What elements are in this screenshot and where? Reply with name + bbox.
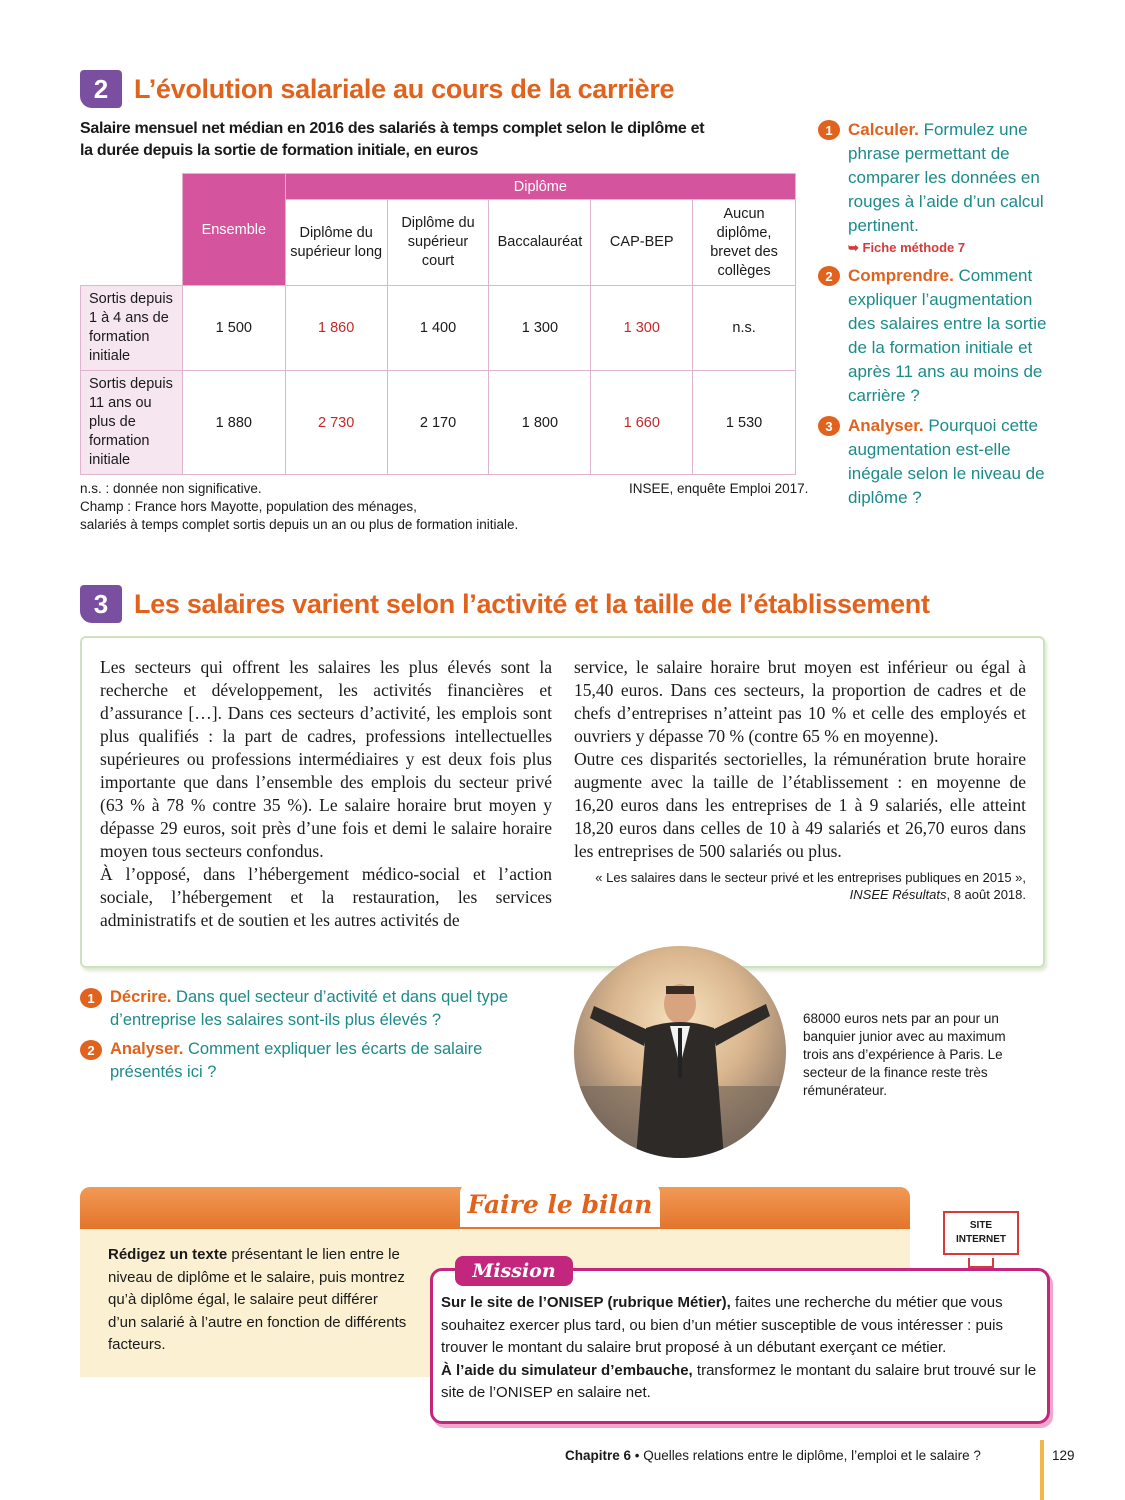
- question-item: [818, 264, 1050, 408]
- table-cell: 1 300: [489, 286, 591, 371]
- table-row: [81, 286, 796, 371]
- column-header: Diplôme du supérieur court: [387, 200, 489, 286]
- section-3-heading: [80, 585, 930, 623]
- table-cell: 2 170: [387, 371, 489, 475]
- table-note-ns: n.s. : donnée non significative.: [80, 481, 262, 496]
- question-text: Analyser. Pourquoi cette augmentation est-elle inégale selon le niveau de diplôme ?: [848, 416, 1045, 507]
- chapter-footer: Chapitre 6 • Quelles relations entre le diplôme, l’emploi et le salaire ?: [565, 1448, 981, 1463]
- questions-section-2: [818, 118, 1050, 516]
- question-text: Décrire. Dans quel secteur d’activité et dans quel type d’entreprise les salaires sont-ils plus élevés ?: [110, 988, 509, 1029]
- section-number: 3: [80, 585, 122, 623]
- table-cell: 2 730: [285, 371, 387, 475]
- questions-section-3: [80, 986, 540, 1090]
- mission-text: Sur le site de l’ONISEP (rubrique Métier), faites une recherche du métier que vous souhaitez exercer plus tard, ou bien d’un métier susceptible de vous intéresser : puis trouver le montant du salaire brut proposé à un débutant exerçant ce métier. À l’aide du simulateur d’embauche, transformez le montant du salaire brut trouvé sur le site de l’ONISEP en salaire net.: [441, 1294, 1037, 1401]
- text-column-left: Les secteurs qui offrent les salaires les plus élevés sont la recherche et développement, les activités financières et d’assurance […]. Dans ces secteurs d’activité, les emplois sont plus qualifiés : la part de cadres, professions intellectuelles supérieures ou professions intermédiaires y est deux fois plus importante que dans l’ensemble des emplois du secteur privé (63 % à 78 % contre 35 %). Le salaire horaire brut moyen y dépasse 29 euros, soit près d’une fois et demi le salaire horaire moyen tous secteurs confondus. À l’opposé, dans l’hébergement médico-social et l’action sociale, l’hébergement et la restauration, les services administratifs et de soutien et les autres activités de: [100, 657, 552, 930]
- table-cell: 1 300: [591, 286, 693, 371]
- text-column-right: service, le salaire horaire brut moyen est inférieur ou égal à 15,40 euros. Dans ces secteurs, la proportion de cadres et de chefs d’entreprises n’atteint pas 10 % et celle des employés et ouvriers y dépasse 70 % (contre 65 % en moyenne). Outre ces disparités sectorielles, la rémunération brute horaire augmente avec la taille de l’établissement : en moyenne de 16,20 euros dans les entreprises de 1 à 9 salariés, elle atteint 18,20 euros dans celles de 10 à 49 salariés et 26,70 euros dans les entreprises de 500 salariés ou plus. « Les salaires dans le secteur privé et les entreprises publiques en 2015 », INSEE Résultats, 8 août 2018.: [574, 657, 1026, 902]
- question-item: [818, 414, 1050, 510]
- table-source: INSEE, enquête Emploi 2017.: [629, 481, 809, 496]
- section-title: Les salaires varient selon l’activité et la taille de l’établissement: [134, 588, 930, 619]
- section-2-heading: [80, 70, 674, 108]
- banker-photo: [574, 946, 786, 1158]
- banker-illustration: [574, 946, 786, 1158]
- question-text: Analyser. Comment expliquer les écarts de salaire présentés ici ?: [110, 1040, 483, 1081]
- question-item: [80, 986, 540, 1032]
- table-cell: 1 660: [591, 371, 693, 475]
- column-header: Diplôme du supérieur long: [285, 200, 387, 286]
- table-cell: 1 530: [693, 371, 796, 475]
- column-header: CAP-BEP: [591, 200, 693, 286]
- monitor-stand-icon: [968, 1258, 994, 1268]
- bilan-header: [80, 1187, 910, 1229]
- photo-caption: 68000 euros nets par an pour un banquier junior avec au maximum trois ans d’expérience à Paris. Le secteur de la finance reste très rémunérateur.: [803, 1011, 1006, 1098]
- table-row: [81, 371, 796, 475]
- question-item: [818, 118, 1050, 258]
- question-number: 2: [818, 266, 840, 286]
- header-diplome: Diplôme: [285, 174, 795, 200]
- table-note-champ: salariés à temps complet sortis depuis un an ou plus de formation initiale.: [80, 517, 519, 532]
- page-number: 129: [1052, 1448, 1075, 1463]
- mission-label: Mission: [455, 1256, 573, 1286]
- site-internet-icon[interactable]: SITE INTERNET: [943, 1211, 1019, 1255]
- table-note-champ: Champ : France hors Mayotte, population des ménages,: [80, 499, 417, 514]
- row-label: Sortis depuis 11 ans ou plus de formation initiale: [81, 371, 183, 475]
- footer-bar: [1040, 1440, 1044, 1500]
- column-header: Baccalauréat: [489, 200, 591, 286]
- text-source: « Les salaires dans le secteur privé et les entreprises publiques en 2015 », INSEE Résultats, 8 août 2018.: [595, 870, 1026, 902]
- question-item: [80, 1038, 540, 1084]
- header-ensemble: Ensemble: [182, 174, 285, 286]
- table-cell: n.s.: [693, 286, 796, 371]
- table-cell: 1 860: [285, 286, 387, 371]
- question-number: 2: [80, 1040, 102, 1060]
- question-text: Calculer. Formulez une phrase permettant de comparer les données en rouges à l’aide d’un calcul pertinent. ➥ Fiche méthode 7: [848, 118, 1050, 258]
- bilan-title: Faire le bilan: [460, 1183, 660, 1227]
- question-text: Comprendre. Comment expliquer l’augmentation des salaires entre la sortie de la formation initiale et après 11 ans au moins de carrière ?: [848, 266, 1047, 405]
- section-number: 2: [80, 70, 122, 108]
- salary-table: [80, 173, 796, 475]
- question-number: 1: [818, 120, 840, 140]
- text-document-box: [80, 636, 1045, 968]
- fiche-methode-link[interactable]: ➥ Fiche méthode 7: [848, 240, 966, 255]
- table-cell: 1 500: [182, 286, 285, 371]
- column-header: Aucun diplôme, brevet des collèges: [693, 200, 796, 286]
- section-title: L’évolution salariale au cours de la carrière: [134, 73, 675, 104]
- question-number: 3: [818, 416, 840, 436]
- table-cell: 1 880: [182, 371, 285, 475]
- question-number: 1: [80, 988, 102, 1008]
- table-caption: Salaire mensuel net médian en 2016 des salariés à temps complet selon le diplôme et la durée depuis la sortie de formation initiale, en euros: [80, 120, 705, 159]
- table-cell: 1 400: [387, 286, 489, 371]
- table-cell: 1 800: [489, 371, 591, 475]
- row-label: Sortis depuis 1 à 4 ans de formation initiale: [81, 286, 183, 371]
- bilan-text: Rédigez un texte présentant le lien entre le niveau de diplôme et le salaire, puis montrez qu’à diplôme égal, le salaire peut différer d’un salarié à l’autre en fonction de différents facteurs.: [108, 1246, 407, 1353]
